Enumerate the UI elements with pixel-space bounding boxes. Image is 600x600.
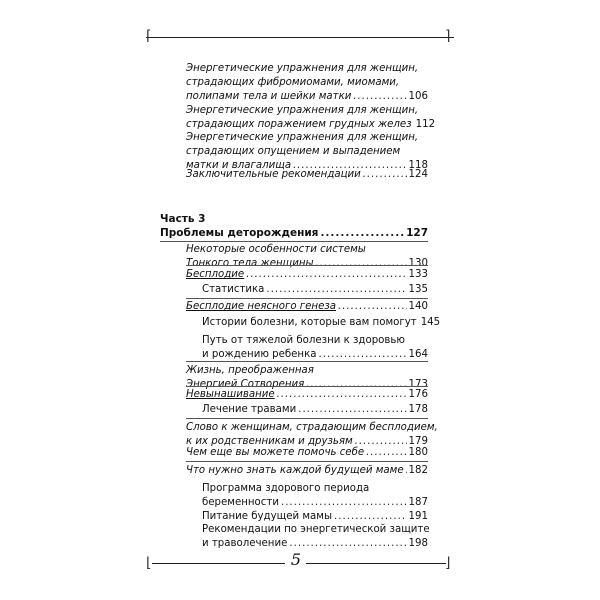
toc-entry[interactable] [186, 421, 438, 449]
part-title-entry[interactable] [160, 226, 428, 240]
toc-subentry[interactable] [202, 283, 428, 297]
toc-page-number: 176 [408, 389, 428, 400]
corner-ornament-icon: ⌉ [445, 28, 451, 44]
entry-separator [186, 461, 428, 462]
toc-entry-line: страдающих поражением грудных желез [186, 119, 412, 130]
toc-entry-line: Энергетические упражнения для женщин, [186, 105, 419, 116]
toc-entry-line: Программа здорового периода [202, 483, 370, 494]
toc-entry-line: полипами тела и шейки матки [186, 91, 352, 102]
toc-entry[interactable] [186, 62, 428, 104]
toc-entry-line: к их родственникам и друзьям [186, 436, 353, 447]
toc-entry-line: Что нужно знать каждой будущей маме [186, 465, 404, 476]
toc-subentry[interactable] [202, 403, 428, 417]
leader-dots [334, 510, 407, 524]
toc-entry-line: страдающих фибромиомами, миомами, [186, 77, 400, 88]
toc-entry-line: Некоторые особенности системы [186, 244, 366, 255]
toc-entry-line: Слово к женщинам, страдающим бесплодием, [186, 422, 438, 433]
leader-dots [406, 464, 407, 478]
toc-entry-line: и траволечение [202, 538, 288, 549]
toc-entry[interactable] [186, 446, 428, 460]
toc-page-number: 127 [406, 227, 428, 239]
leader-dots [320, 226, 404, 240]
toc-page-number: 124 [408, 169, 428, 180]
entry-separator [186, 361, 428, 362]
leader-dots [353, 90, 406, 104]
corner-ornament-icon: ⌈ [146, 28, 152, 44]
toc-entry[interactable] [186, 131, 428, 173]
toc-page-number: 135 [408, 284, 428, 295]
leader-dots [277, 388, 407, 402]
toc-page-number: 180 [408, 447, 428, 458]
toc-entry[interactable] [186, 300, 428, 314]
corner-ornament-icon: ⌋ [445, 555, 451, 571]
toc-entry-line: Энергетические упражнения для женщин, [186, 63, 419, 74]
toc-page-number: 178 [408, 404, 428, 415]
leader-dots [289, 537, 406, 551]
entry-separator [186, 418, 428, 419]
toc-entry-line: и рождению ребенка [202, 349, 317, 360]
leader-dots [319, 348, 407, 362]
toc-entry-line: Лечение травами [202, 404, 297, 415]
toc-page-number: 112 [415, 119, 436, 130]
toc-page-number: 182 [408, 465, 428, 476]
toc-entry[interactable] [186, 268, 428, 282]
part-separator [160, 241, 428, 242]
leader-dots [246, 268, 406, 282]
leader-dots [338, 300, 407, 314]
bottom-border-rule [306, 563, 446, 564]
toc-entry-line: Заключительные рекомендации [186, 169, 361, 180]
bottom-border-rule [152, 563, 285, 564]
toc-entry-line: Рекомендации по энергетической защите [202, 524, 430, 535]
toc-entry-line: Чем еще вы можете помочь себе [186, 447, 365, 458]
toc-entry-line: матки и влагалища [186, 160, 292, 171]
toc-entry[interactable] [186, 388, 428, 402]
toc-page-number: 130 [408, 258, 428, 269]
toc-page-number: 118 [408, 160, 428, 171]
toc-entry-line: Путь от тяжелой болезни к здоровью [202, 335, 405, 346]
leader-dots [366, 446, 406, 460]
leader-dots [281, 496, 407, 510]
toc-subentry[interactable] [202, 510, 428, 524]
toc-subentry[interactable] [202, 316, 441, 330]
leader-dots [298, 403, 406, 417]
toc-page-number: 140 [408, 301, 428, 312]
entry-separator [186, 265, 428, 266]
toc-entry[interactable] [186, 243, 428, 271]
toc-page-number: 173 [408, 379, 428, 390]
toc-page-number: 145 [420, 317, 441, 328]
entry-separator [186, 386, 428, 387]
toc-entry-line: Бесплодие [186, 269, 245, 280]
toc-entry[interactable] [186, 464, 428, 478]
corner-ornament-icon: ⌊ [146, 555, 152, 571]
toc-entry-line: Статистика [202, 284, 265, 295]
part-label: Часть 3 [160, 213, 206, 225]
toc-subentry[interactable] [202, 482, 428, 510]
entry-separator [186, 298, 428, 299]
toc-page-number: 187 [408, 497, 428, 508]
toc-entry[interactable] [186, 168, 428, 182]
toc-entry-line: Жизнь, преображенная [186, 365, 314, 376]
toc-entry-line: Энергией Сотворения [186, 379, 305, 390]
toc-entry-line: Питание будущей мамы [202, 511, 333, 522]
toc-subentry[interactable] [202, 523, 428, 551]
toc-page-number: 133 [408, 269, 428, 280]
page-number: 5 [290, 550, 302, 569]
top-border-rule [146, 37, 454, 38]
part-title: Проблемы деторождения [160, 227, 319, 239]
toc-entry-line: Энергетические упражнения для женщин, [186, 132, 419, 143]
leader-dots [266, 283, 406, 297]
toc-entry-line: Бесплодие неясного генеза [186, 301, 337, 312]
toc-entry-line: страдающих опущением и выпадением [186, 146, 401, 157]
toc-page-number: 191 [408, 511, 428, 522]
leader-dots [363, 168, 407, 182]
toc-page-number: 106 [408, 91, 428, 102]
toc-entry-line: Истории болезни, которые вам помогут [202, 317, 417, 328]
toc-entry-line: Тонкого тела женщины [186, 258, 314, 269]
toc-entry-line: Невынашивание [186, 389, 275, 400]
toc-entry-line: беременности [202, 497, 279, 508]
toc-page-number: 179 [408, 436, 428, 447]
toc-subentry[interactable] [202, 334, 428, 362]
toc-page-number: 198 [408, 538, 428, 549]
toc-entry[interactable] [186, 104, 436, 132]
toc-page-number: 164 [408, 349, 428, 360]
